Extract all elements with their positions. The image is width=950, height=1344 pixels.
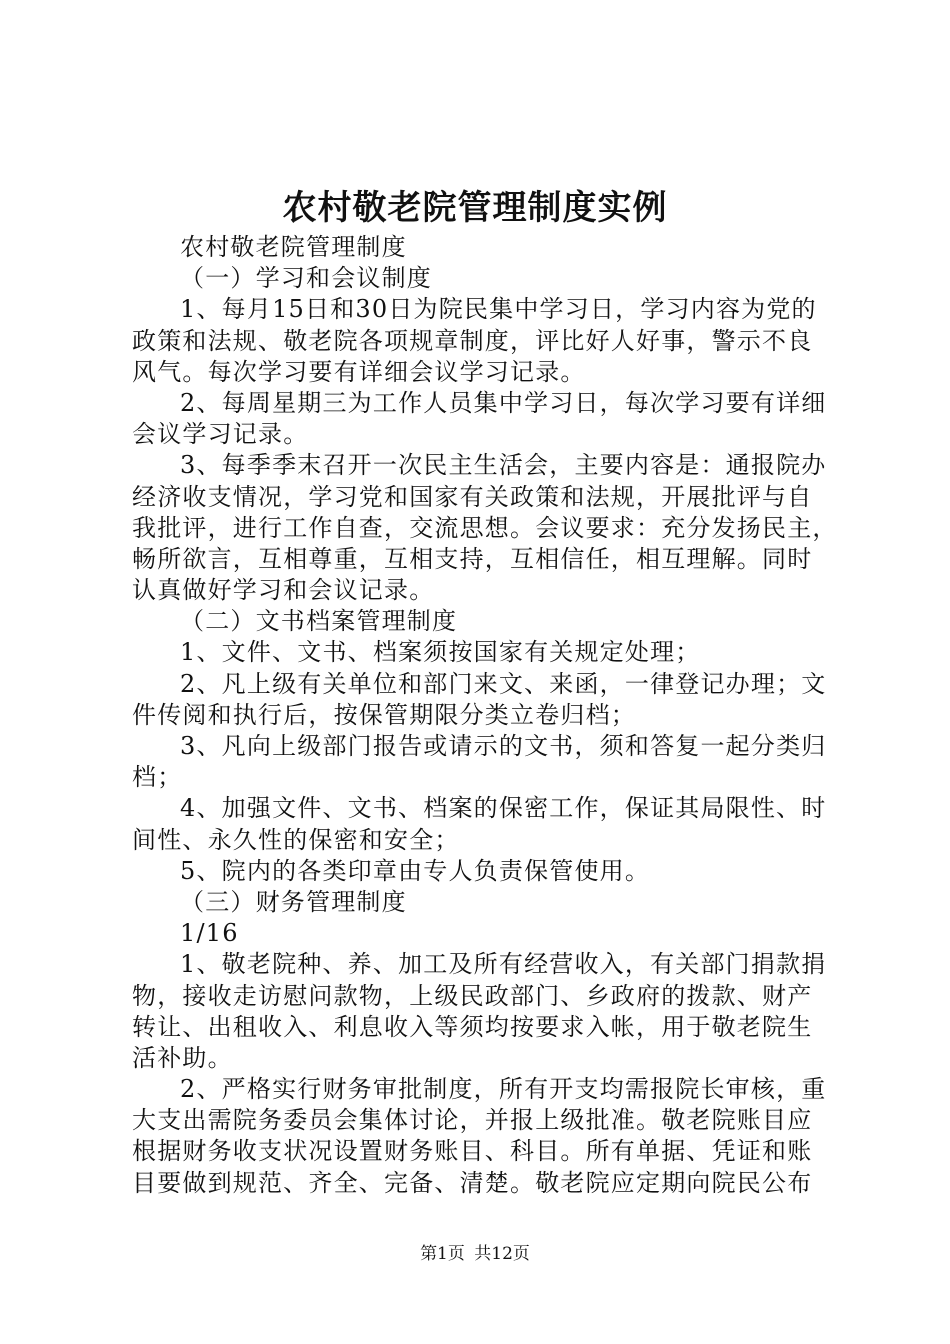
page-footer bbox=[0, 1242, 950, 1266]
body-line: 1/16 bbox=[180, 919, 239, 948]
body-line: 目要做到规范、齐全、完备、清楚。敬老院应定期向院民公布 bbox=[132, 1168, 813, 1197]
body-line: 3、凡向上级部门报告或请示的文书，须和答复一起分类归 bbox=[180, 732, 827, 760]
page-number: 第1页 bbox=[420, 1244, 465, 1264]
body-line: 3、每季季末召开一次民主生活会，主要内容是：通报院办 bbox=[180, 451, 827, 480]
body-line: 转让、出租收入、利息收入等须均按要求入帐，用于敬老院生 bbox=[132, 1012, 813, 1041]
body-line: 政策和法规、敬老院各项规章制度，评比好人好事，警示不良 bbox=[132, 326, 813, 355]
body-line: 2、凡上级有关单位和部门来文、来函，一律登记办理；文 bbox=[180, 669, 827, 698]
page-total: 共12页 bbox=[474, 1244, 530, 1264]
body-line: 风气。每次学习要有详细会议学习记录。 bbox=[132, 357, 586, 386]
body-line: 4、加强文件、文书、档案的保密工作，保证其局限性、时 bbox=[180, 794, 827, 823]
body-line: 1、敬老院种、养、加工及所有经营收入，有关部门捐款捐 bbox=[180, 950, 827, 979]
body-line: 畅所欲言，互相尊重，互相支持，互相信任，相互理解。同时 bbox=[132, 544, 813, 573]
body-line: 5、院内的各类印章由专人负责保管使用。 bbox=[180, 856, 651, 885]
body-line: （二）文书档案管理制度 bbox=[180, 607, 458, 636]
body-line: 物，接收走访慰问款物，上级民政部门、乡政府的拨款、财产 bbox=[132, 981, 813, 1010]
body-line: （三）财务管理制度 bbox=[180, 887, 407, 916]
body-line: 间性、永久性的保密和安全； bbox=[132, 825, 460, 854]
body-line: （一）学习和会议制度 bbox=[180, 264, 432, 293]
body-line: 1、每月15日和30日为院民集中学习日，学习内容为党的 bbox=[180, 295, 817, 324]
body-line: 会议学习记录。 bbox=[132, 420, 309, 449]
body-line: 档； bbox=[132, 763, 183, 792]
body-line: 根据财务收支状况设置财务账目、科目。所有单据、凭证和账 bbox=[132, 1137, 813, 1166]
body-line: 农村敬老院管理制度 bbox=[180, 233, 407, 261]
body-line: 我批评，进行工作自查，交流思想。会议要求：充分发扬民主， bbox=[132, 513, 838, 542]
body-line: 2、严格实行财务审批制度，所有开支均需报院长审核，重 bbox=[180, 1075, 827, 1104]
body-line: 大支出需院务委员会集体讨论，并报上级批准。敬老院账目应 bbox=[132, 1106, 813, 1135]
body-line: 1、文件、文书、档案须按国家有关规定处理； bbox=[180, 638, 701, 667]
body-line: 2、每周星期三为工作人员集中学习日，每次学习要有详细 bbox=[180, 388, 827, 417]
body-line: 经济收支情况，学习党和国家有关政策和法规，开展批评与自 bbox=[132, 482, 813, 511]
body-line: 件传阅和执行后，按保管期限分类立卷归档； bbox=[132, 700, 636, 729]
body-line: 认真做好学习和会议记录。 bbox=[132, 576, 435, 605]
body-line: 活补助。 bbox=[132, 1043, 233, 1072]
document-body bbox=[132, 232, 838, 1199]
document-title: 农村敬老院管理制度实例 bbox=[282, 188, 668, 228]
